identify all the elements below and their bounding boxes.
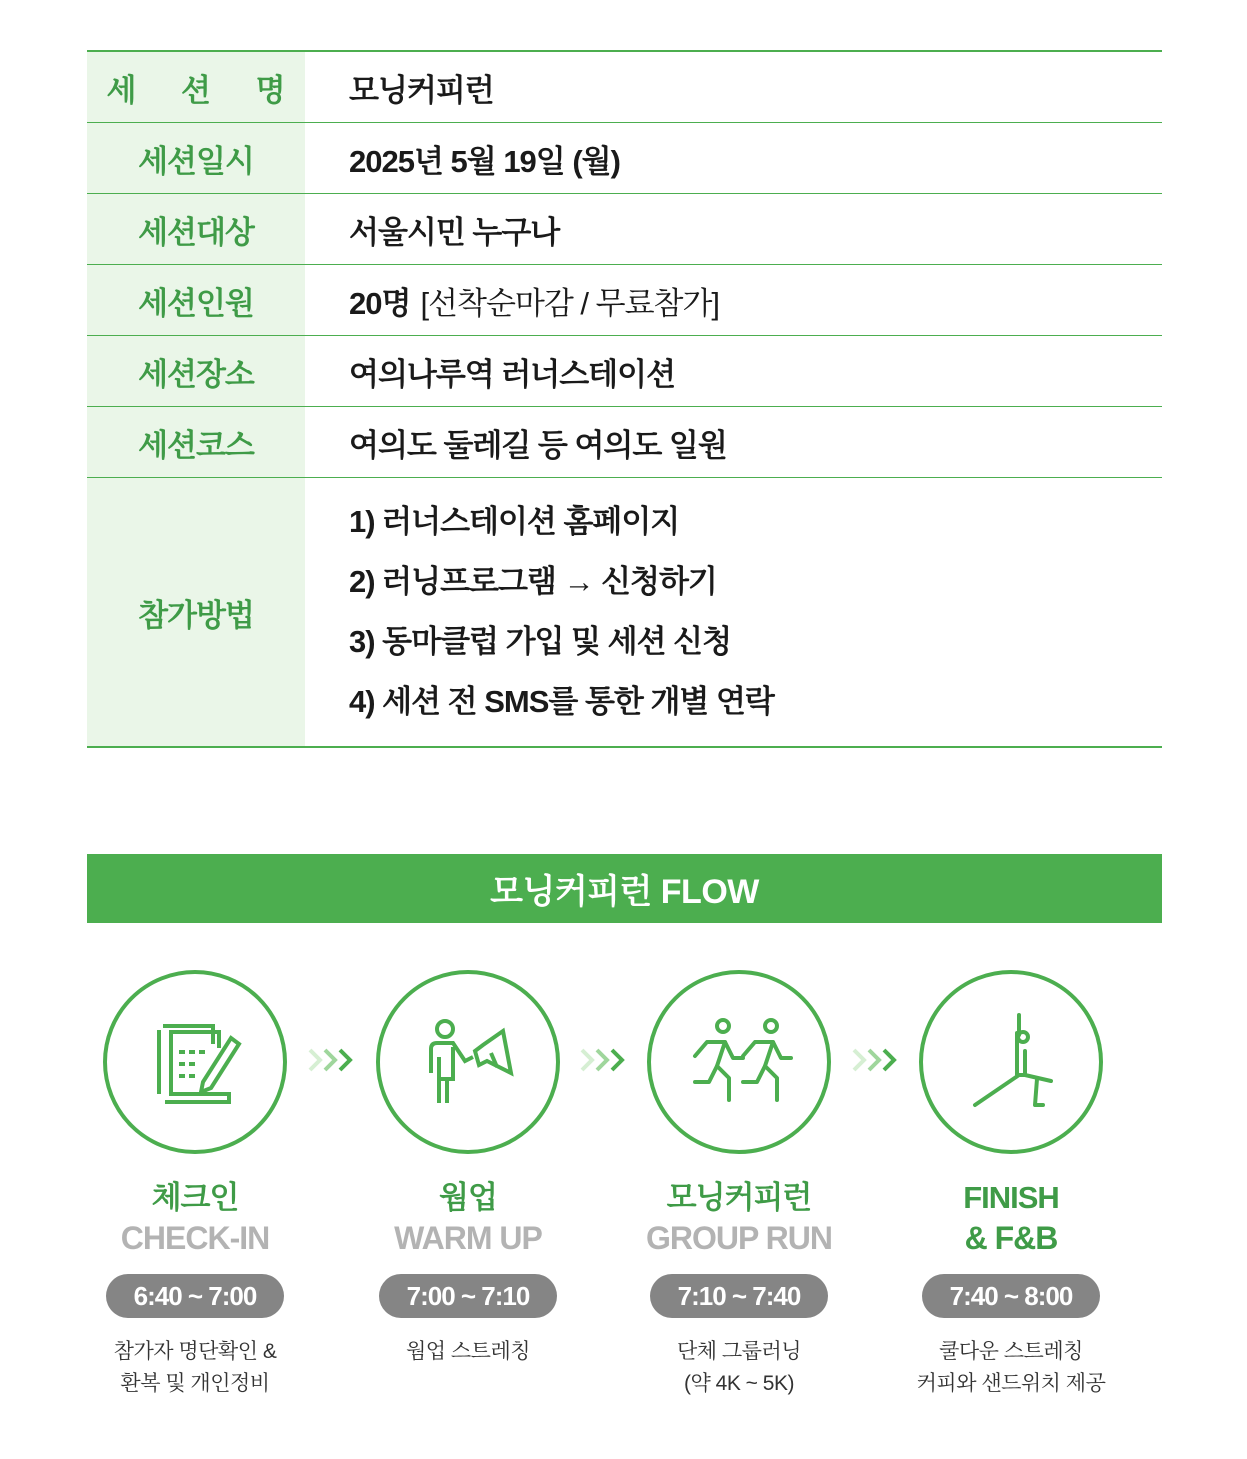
flow-step-warmup	[348, 970, 588, 1368]
method-step: 4) 세션 전 SMS를 통한 개별 연락	[349, 684, 774, 719]
step-description	[891, 1336, 1131, 1400]
two-runners-icon	[681, 1012, 797, 1112]
session-info-table	[87, 50, 1162, 748]
step-title-en: WARM UP	[394, 1220, 542, 1256]
info-row-name	[87, 52, 1162, 122]
info-value: 서울시민 누구나	[349, 214, 560, 250]
step-icon-circle	[919, 970, 1103, 1154]
checkin-document-pen-icon	[145, 1012, 245, 1112]
step-icon-circle	[647, 970, 831, 1154]
step-title-en: CHECK-IN	[120, 1220, 270, 1256]
step-time-badge: 7:10 ~ 7:40	[650, 1274, 828, 1318]
info-row-course	[87, 406, 1162, 477]
person-megaphone-icon	[413, 1007, 523, 1117]
step-title-en: & F&B	[964, 1220, 1058, 1256]
step-time-badge: 7:40 ~ 8:00	[922, 1274, 1100, 1318]
capacity-count: 20명	[349, 285, 411, 321]
step-title-ko: 웜업	[439, 1180, 497, 1215]
info-row-place	[87, 335, 1162, 406]
info-row-method	[87, 477, 1162, 746]
flow-step-group-run	[619, 970, 859, 1400]
info-value: 2025년 5월 19일 (월)	[349, 143, 620, 179]
step-time-badge: 7:00 ~ 7:10	[379, 1274, 557, 1318]
step-description	[75, 1336, 315, 1400]
info-row-target	[87, 193, 1162, 264]
flow-step-checkin	[75, 970, 315, 1400]
desc-line: 커피와 샌드위치 제공	[916, 1372, 1106, 1395]
step-title-ko: FINISH	[963, 1180, 1059, 1215]
info-value: 여의나루역 러너스테이션	[349, 356, 676, 392]
step-time-badge: 6:40 ~ 7:00	[106, 1274, 284, 1318]
info-label: 세 션 명	[87, 52, 305, 122]
info-value: 모닝커피런	[349, 72, 494, 108]
flow-banner: 모닝커피런 FLOW	[87, 854, 1162, 923]
method-step: 1) 러너스테이션 홈페이지	[349, 504, 680, 539]
step-icon-circle	[103, 970, 287, 1154]
desc-line: 참가자 명단확인 &	[113, 1340, 277, 1363]
info-label: 참가방법	[87, 478, 305, 746]
step-title-ko: 모닝커피런	[666, 1180, 812, 1215]
desc-line: (약 4K ~ 5K)	[684, 1372, 794, 1395]
step-title-ko: 체크인	[151, 1180, 239, 1215]
desc-line: 환복 및 개인정비	[120, 1372, 270, 1395]
info-label: 세션일시	[87, 123, 305, 193]
info-label: 세션대상	[87, 194, 305, 264]
info-row-capacity	[87, 264, 1162, 335]
method-step: 2) 러닝프로그램 → 신청하기	[349, 564, 717, 599]
method-steps	[305, 478, 1162, 746]
desc-line: 쿨다운 스트레칭	[939, 1340, 1083, 1363]
lunge-stretch-icon	[961, 1007, 1061, 1117]
info-label: 세션코스	[87, 407, 305, 477]
step-description	[619, 1336, 859, 1400]
step-icon-circle	[376, 970, 560, 1154]
desc-line: 단체 그룹러닝	[676, 1340, 802, 1363]
info-value-capacity	[305, 265, 1162, 335]
method-step: 3) 동마클럽 가입 및 세션 신청	[349, 624, 732, 659]
info-value: 여의도 둘레길 등 여의도 일원	[349, 427, 727, 463]
info-row-date	[87, 122, 1162, 193]
info-label: 세션장소	[87, 336, 305, 406]
step-title-en: GROUP RUN	[646, 1220, 832, 1256]
capacity-note: [선착순마감 / 무료참가]	[420, 285, 720, 321]
desc-line: 웜업 스트레칭	[405, 1340, 531, 1363]
step-description	[348, 1336, 588, 1368]
info-label: 세션인원	[87, 265, 305, 335]
flow-step-finish	[891, 970, 1131, 1400]
